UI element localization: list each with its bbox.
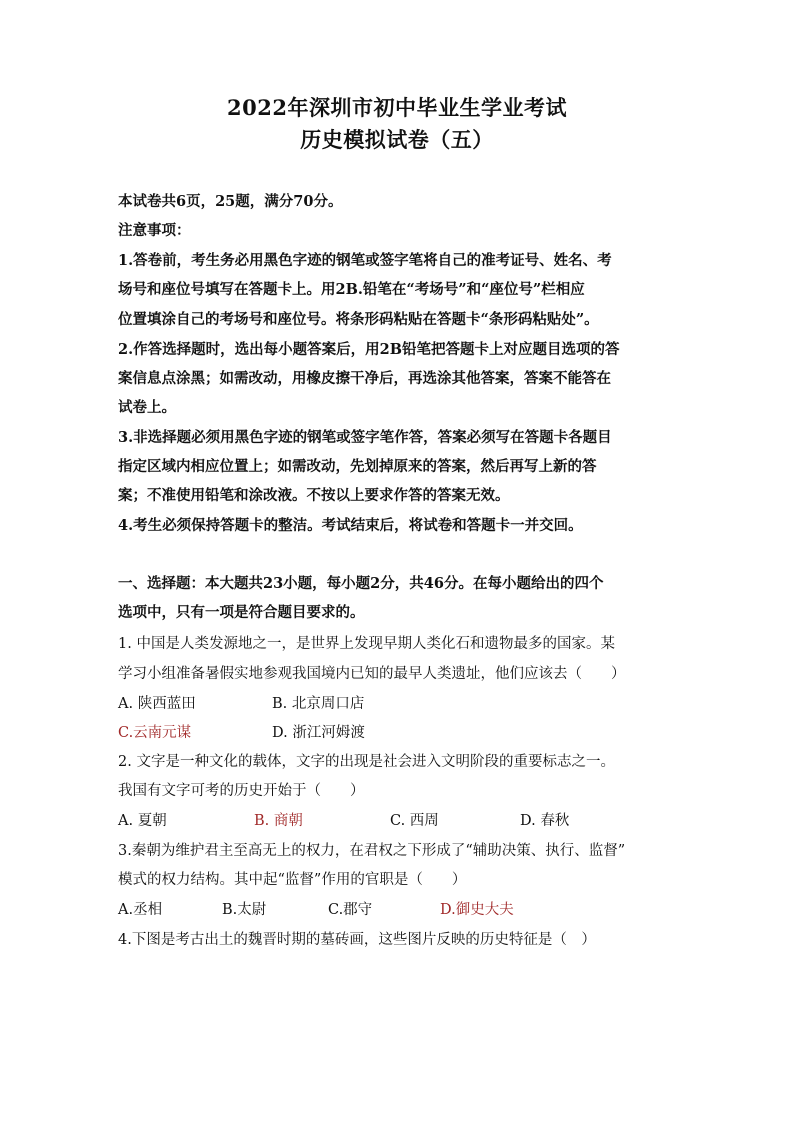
note-1-line-1: 1.答卷前，考生务必用黑色字迹的钢笔或签字笔将自己的准考证号、姓名、考 (118, 252, 612, 269)
note-2-line-3: 试卷上。 (118, 399, 176, 416)
question-1-option-b: B. 北京周口店 (272, 696, 365, 712)
note-2-line-1: 2.作答选择题时，选出每小题答案后，用2B铅笔把答题卡上对应题目选项的答 (118, 341, 620, 358)
note-3-line-2: 指定区域内相应位置上；如需改动，先划掉原来的答案，然后再写上新的答 (118, 458, 597, 475)
notice-label: 注意事项： (118, 222, 191, 239)
section-heading-line-1: 一、选择题：本大题共23小题，每小题2分，共46分。在每小题给出的四个 (118, 575, 604, 592)
question-3-option-b: B.太尉 (222, 902, 267, 918)
question-2-stem-line-1: 2. 文字是一种文化的载体，文字的出现是社会进入文明阶段的重要标志之一。 (118, 754, 615, 770)
question-2-option-b: B. 商朝 (254, 813, 303, 829)
question-2-option-c: C. 西周 (390, 813, 439, 829)
question-4-stem-line-1: 4.下图是考古出土的魏晋时期的墓砖画，这些图片反映的历史特征是（ ） (118, 932, 596, 948)
note-3-line-1: 3.非选择题必须用黑色字迹的钢笔或签字笔作答，答案必须写在答题卡各题目 (118, 429, 612, 446)
question-2-option-d: D. 春秋 (520, 813, 570, 829)
question-1-stem-line-1: 1. 中国是人类发源地之一，是世界上发现早期人类化石和遗物最多的国家。某 (118, 636, 615, 652)
question-3-option-a: A.丞相 (118, 902, 163, 918)
note-3-line-3: 案；不准使用铅笔和涂改液。不按以上要求作答的答案无效。 (118, 487, 510, 504)
note-1-line-3: 位置填涂自己的考场号和座位号。将条形码粘贴在答题卡“条形码粘贴处”。 (118, 311, 599, 328)
question-3-option-c: C.郡守 (328, 902, 373, 918)
exam-title: 2022年深圳市初中毕业生学业考试 (227, 95, 567, 120)
note-2-line-2: 案信息点涂黑；如需改动，用橡皮擦干净后，再选涂其他答案，答案不能答在 (118, 370, 611, 387)
question-1-stem-line-2: 学习小组准备暑假实地参观我国境内已知的最早人类遗址，他们应该去（ ） (118, 666, 626, 682)
question-1-option-c: C.云南元谋 (118, 725, 192, 741)
question-3-stem-line-2: 模式的权力结构。其中起“监督”作用的官职是（ ） (118, 872, 467, 888)
question-2-option-a: A. 夏朝 (118, 813, 167, 829)
exam-subtitle: 历史模拟试卷（五） (300, 127, 494, 152)
question-3-stem-line-1: 3.秦朝为维护君主至高无上的权力，在君权之下形成了“辅助决策、执行、监督” (118, 843, 626, 859)
note-4-line-1: 4.考生必须保持答题卡的整洁。考试结束后，将试卷和答题卡一并交回。 (118, 517, 583, 534)
section-heading-line-2: 选项中，只有一项是符合题目要求的。 (118, 604, 365, 621)
question-3-option-d: D.御史大夫 (440, 902, 514, 918)
note-1-line-2: 场号和座位号填写在答题卡上。用2B.铅笔在“考场号”和“座位号”栏相应 (118, 281, 585, 298)
question-1-option-d: D. 浙江河姆渡 (272, 725, 365, 741)
question-1-option-a: A. 陕西蓝田 (118, 696, 196, 712)
exam-summary: 本试卷共6页，25题，满分70分。 (118, 193, 343, 210)
question-2-stem-line-2: 我国有文字可考的历史开始于（ ） (118, 783, 365, 799)
